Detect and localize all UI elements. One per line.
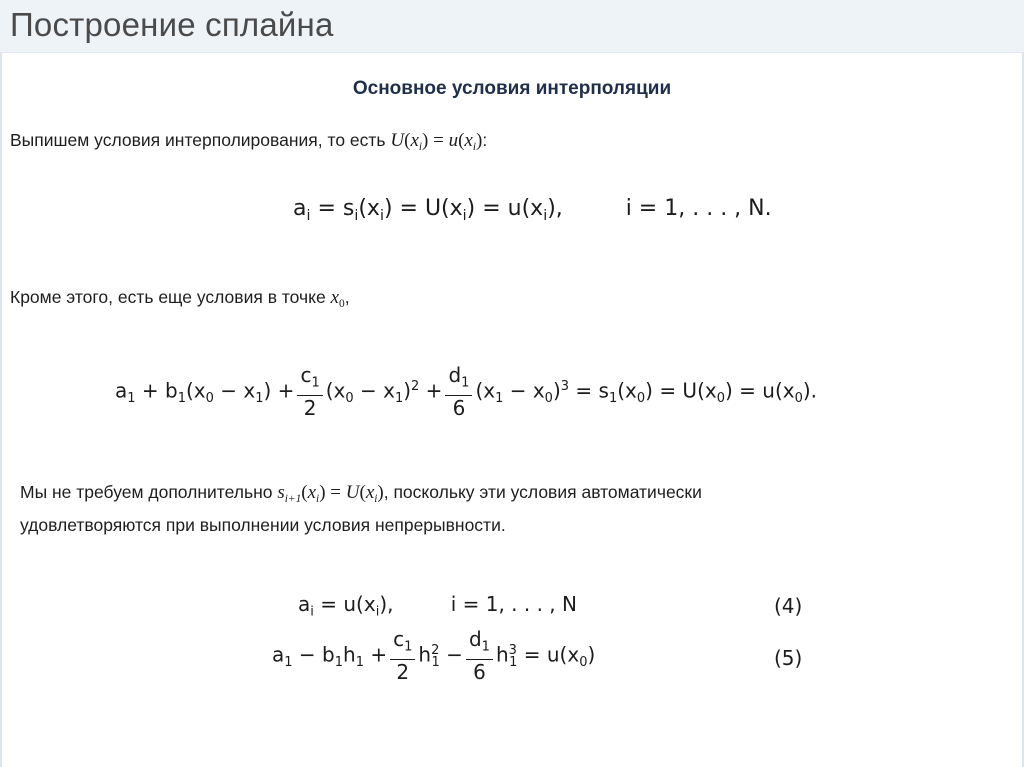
equation-number-4: (4) [774,594,803,618]
equation-number-5: (5) [774,646,803,670]
formula-point-x0-condition: $a_1 + b_1(x_0 - x_1)$ + $\frac{c_1}{2}$ $(x_0 - x_1)^2$ + $\frac{d_1}{6}$ $(x_1 - x_0)^3 = s_1(x_0) = U(x_0) = u(x_0)$. [115,363,818,420]
paragraph-interpolation: Выпишем условия интерполирования, то есть $U(x_i) = u(x_i)$: [10,130,488,153]
paragraph-suffix: , поскольку эти условия автоматически [383,482,702,502]
section-subtitle: Основное условия интерполяции [352,78,672,99]
formula-equation-4: $a_i = u(x_i)$, i = 1, . . . , N [298,592,577,620]
paragraph-suffix: : [482,130,488,150]
paragraph-text: Мы не требуем дополнительно [20,482,278,502]
slide-title: Построение сплайна [10,6,334,43]
inline-math-spline: s [277,482,285,503]
slide-header [0,0,1024,53]
paragraph-continuity-note: Мы не требуем дополнительно $s_{i+1}(x_i) = U(x_i)$, поскольку эти условия автоматически удовлетворяются при выполнении условия непрерывности. [20,482,702,535]
paragraph-suffix: , [344,287,350,307]
inline-math-condition: U [390,130,405,151]
paragraph-line2: удовлетворяются при выполнении условия непрерывности. [20,514,506,535]
inline-math-x0: x [330,287,340,308]
formula-interpolation-conditions: $a_i = s_i(x_i) = U(x_i) = u(x_i)$, i = 1, . . . , N. [293,196,772,224]
paragraph-text: Выпишем условия интерполирования, то есть [10,130,391,150]
paragraph-text: Кроме этого, есть еще условия в точке [10,287,331,307]
paragraph-extra-condition: Кроме этого, есть еще условия в точке $x_0$, [10,287,350,310]
frame-border-left [0,52,2,767]
formula-equation-5: $a_1 - b_1h_1$ + $\frac{c_1}{2}$ $h^2_1$ − $\frac{d_1}{6}$ $h^3_1 = u(x_0)$ [272,627,596,684]
